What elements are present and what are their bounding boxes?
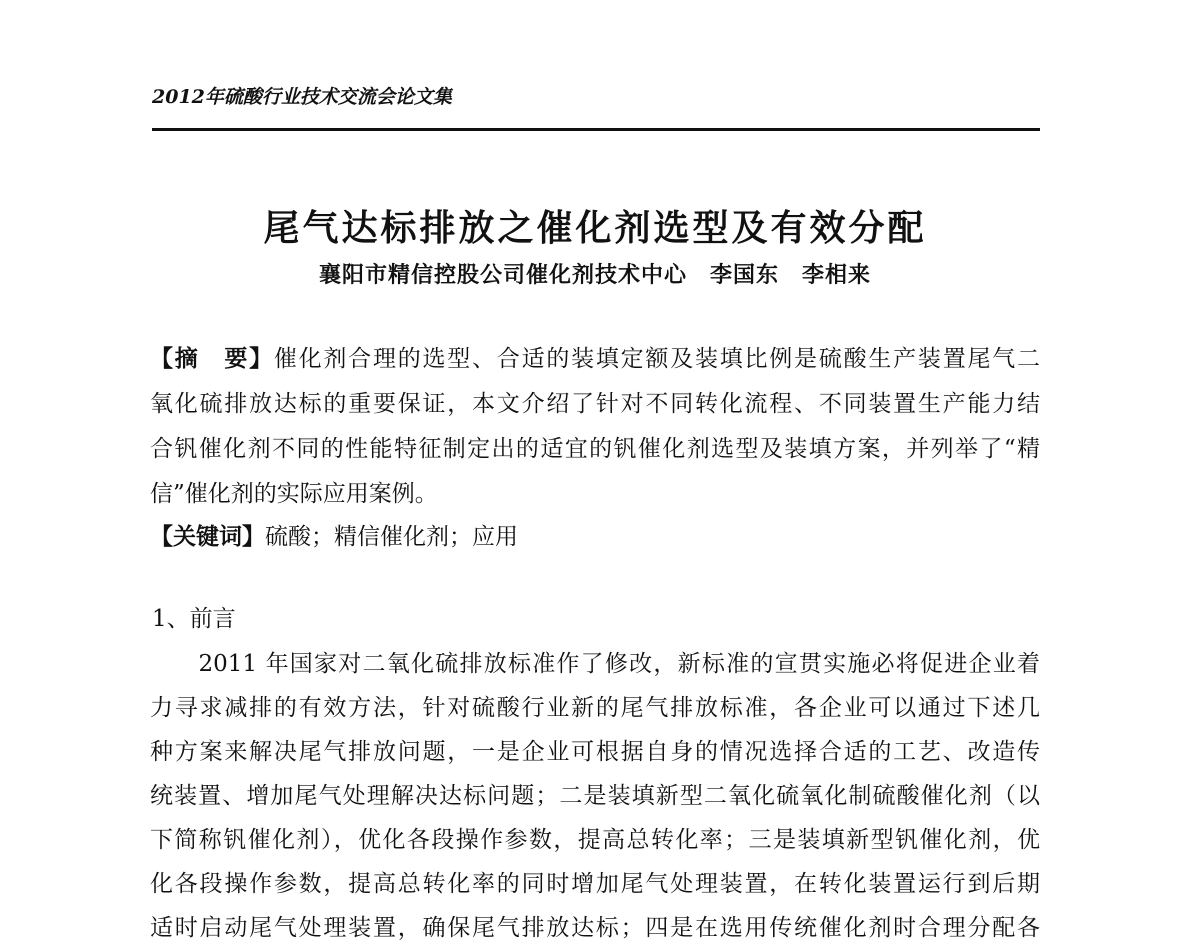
running-header: 2012年硫酸行业技术交流会论文集 [152,86,452,108]
abstract-text: 催化剂合理的选型、合适的装填定额及装填比例是硫酸生产装置尾气二 [273,346,1041,372]
body-line: 2011 年国家对二氧化硫排放标准作了修改，新标准的宣贯实施必将促进企业着 [150,651,1040,677]
paper-title: 尾气达标排放之催化剂选型及有效分配 [263,208,927,249]
body-line: 统装置、增加尾气处理解决达标问题；二是装填新型二氧化硫氧化制硫酸催化剂（以 [150,783,1040,809]
header-rule [152,128,1040,131]
body-line: 种方案来解决尾气排放问题，一是企业可根据自身的情况选择合适的工艺、改造传 [150,739,1040,765]
keywords-text: 硫酸；精信催化剂；应用 [265,524,518,550]
body-line: 化各段操作参数，提高总转化率的同时增加尾气处理装置，在转化装置运行到后期 [150,871,1040,897]
keywords-label: 【关键词】 [150,523,265,550]
abstract-line [150,340,1040,373]
abstract-line: 合钒催化剂不同的性能特征制定出的适宜的钒催化剂选型及装填方案，并列举了“精 [150,436,1040,462]
body-line: 力寻求减排的有效方法，针对硫酸行业新的尾气排放标准，各企业可以通过下述几 [150,695,1040,721]
abstract-line: 氧化硫排放达标的重要保证，本文介绍了针对不同转化流程、不同装置生产能力结 [150,391,1040,417]
paper-authors: 襄阳市精信控股公司催化剂技术中心 李国东 李相来 [318,262,871,288]
abstract-line: 信”催化剂的实际应用案例。 [150,481,438,507]
keywords-line [150,518,1040,551]
body-line: 下简称钒催化剂），优化各段操作参数，提高总转化率；三是装填新型钒催化剂，优 [150,827,1040,853]
section-heading: 1、前言 [152,606,236,632]
body-line: 适时启动尾气处理装置，确保尾气排放达标；四是在选用传统催化剂时合理分配各 [150,915,1040,941]
abstract-label: 【摘 要】 [150,345,274,372]
